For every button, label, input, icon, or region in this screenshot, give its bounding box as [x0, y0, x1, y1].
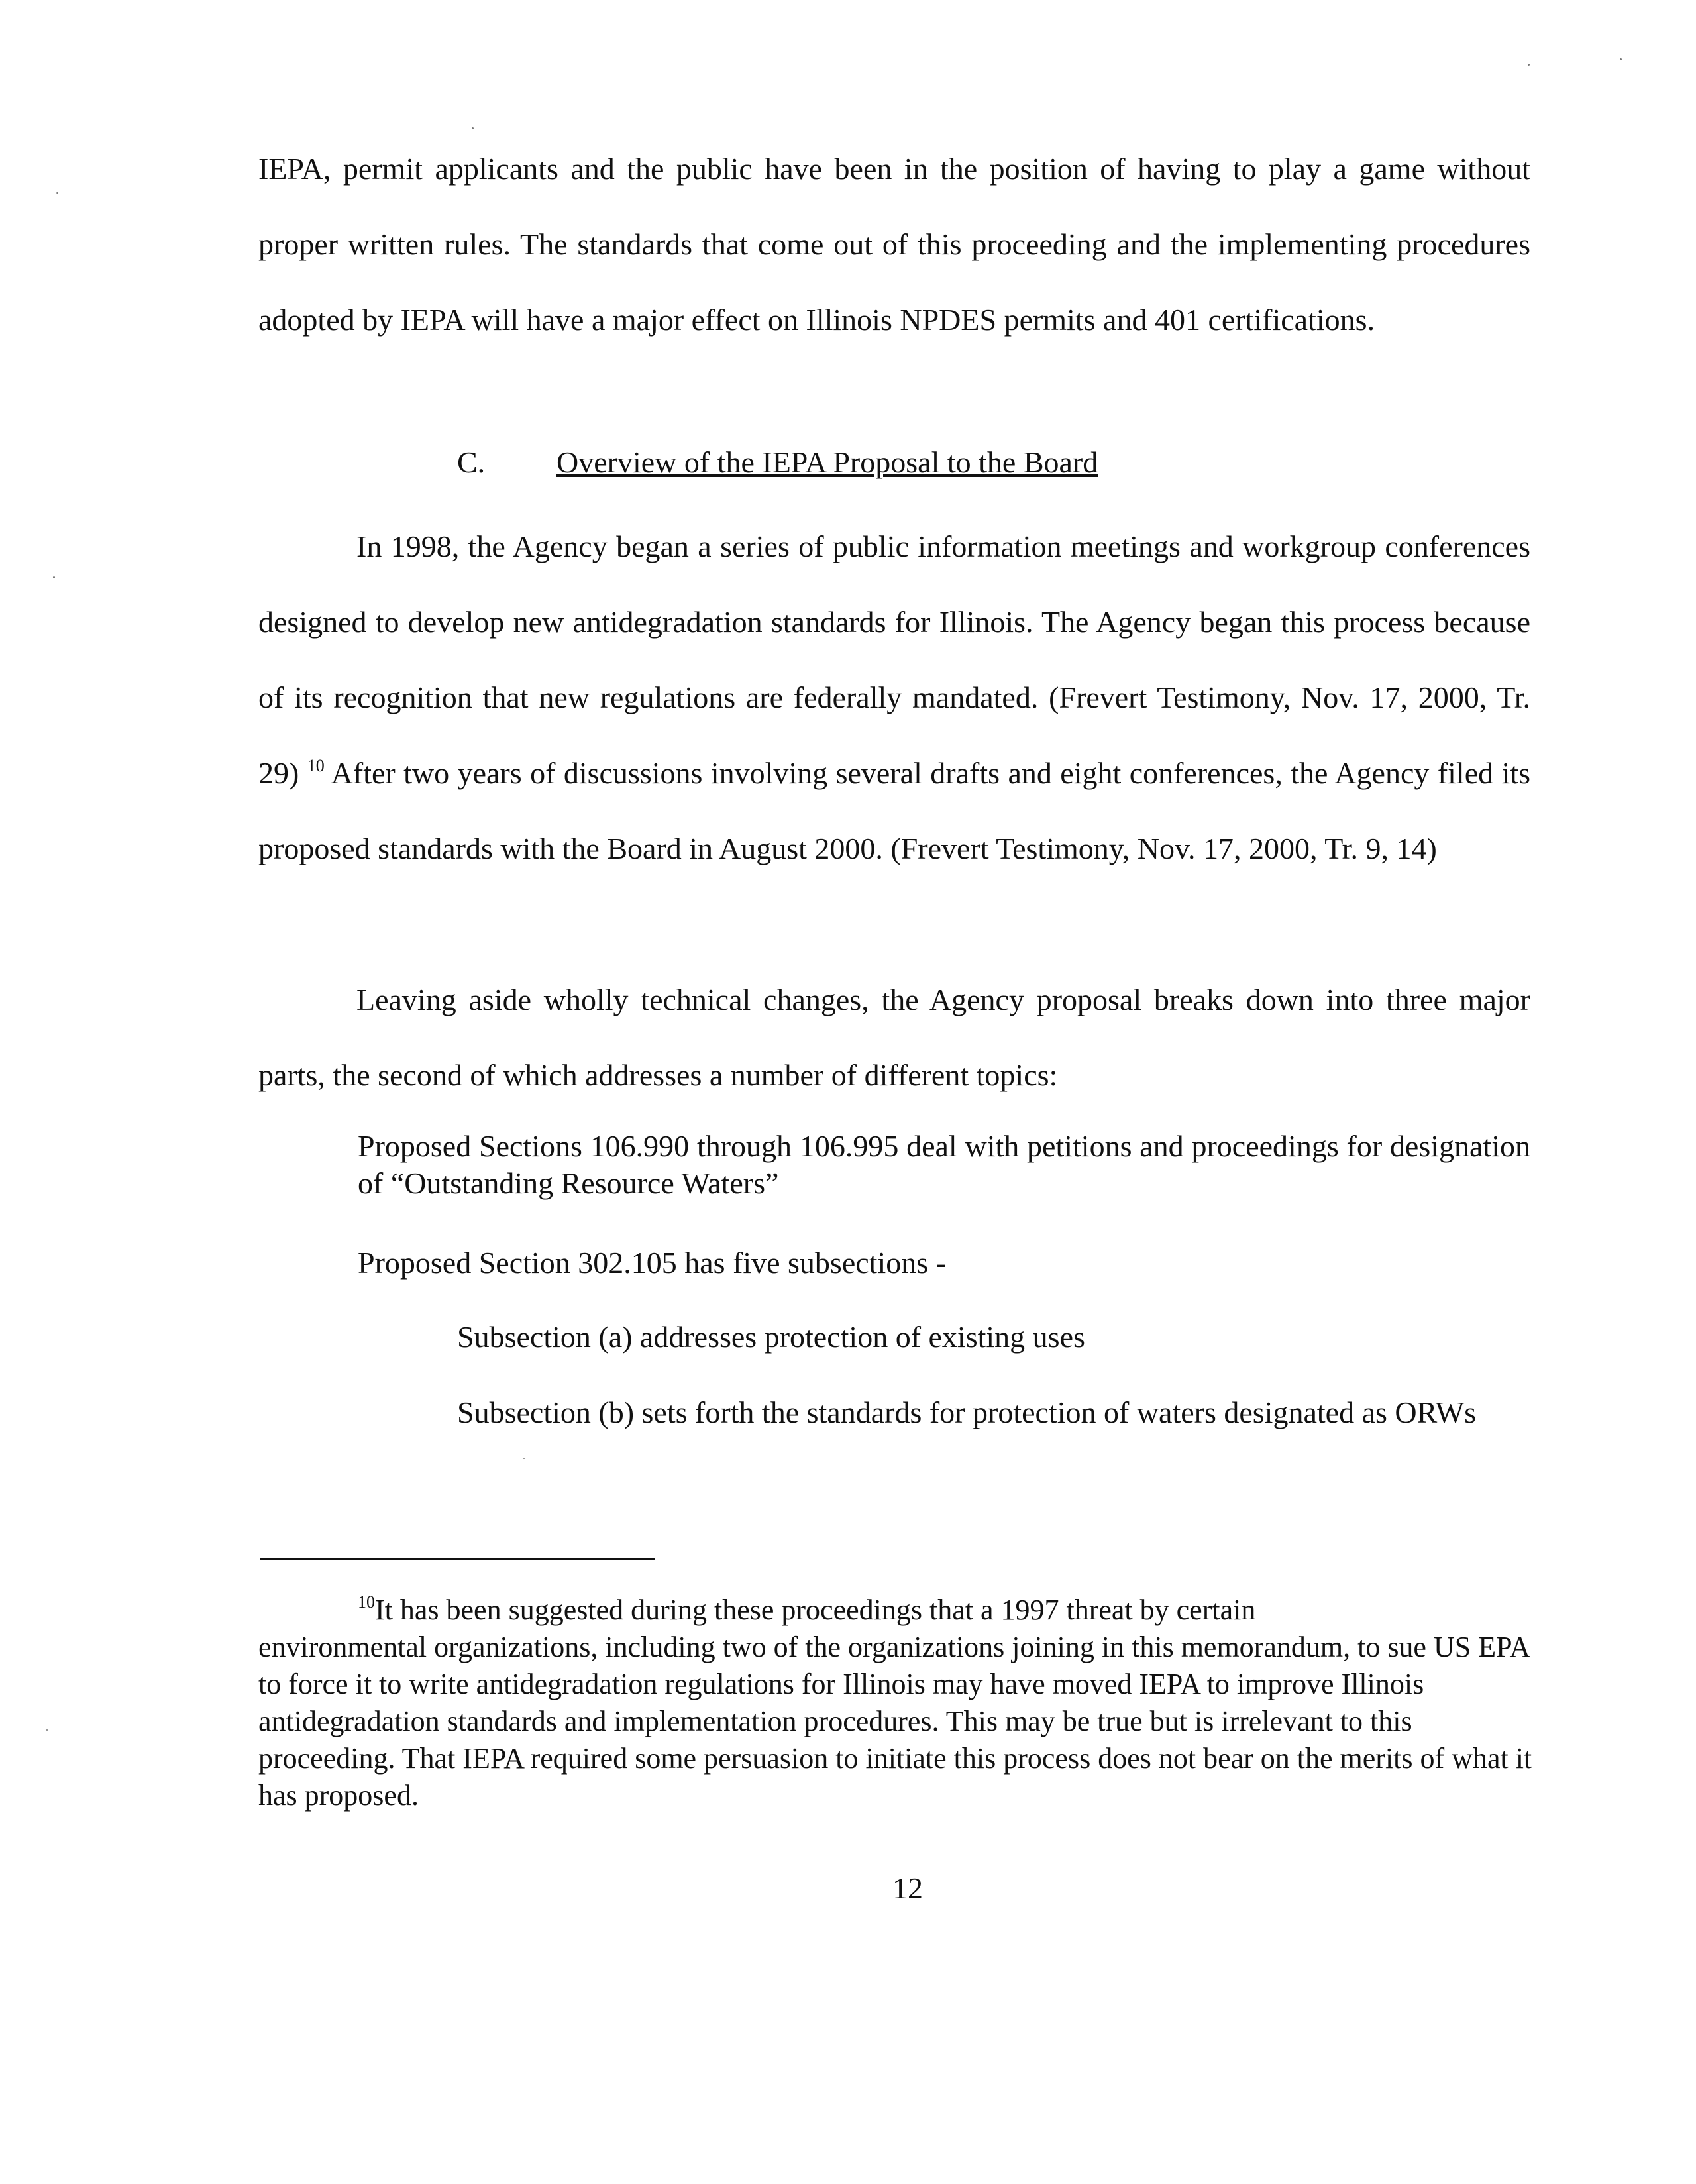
section-heading	[457, 443, 1098, 482]
subsection-b: Subsection (b) sets forth the standards for protection of waters designated as ORWs	[457, 1395, 1477, 1429]
footnote-lead-text: It has been suggested during these proceedings that a 1997 threat by certain	[375, 1594, 1256, 1626]
scan-speck	[53, 576, 55, 578]
paragraph-1998	[258, 509, 1530, 887]
list-item-sections-106: Proposed Sections 106.990 through 106.995 deal with petitions and proceedings for designation of “Outstanding Resource Waters”	[358, 1129, 1530, 1200]
section-title: Overview of the IEPA Proposal to the Board	[556, 445, 1098, 479]
scan-speck	[1620, 58, 1622, 60]
intro-paragraph: IEPA, permit applicants and the public have been in the position of having to play a game without proper written rules. The standards that come out of this proceeding and the implementing procedures adopted by IEPA will have a major effect on Illinois NPDES permits and 401 certifications.	[258, 152, 1530, 337]
footnote	[258, 1592, 1533, 1814]
section-letter: C.	[457, 445, 486, 479]
footnote-number: 10	[358, 1592, 375, 1611]
paragraph-1998-text-b: After two years of discussions involving several drafts and eight conferences, the Agency filed its proposed standards with the Board in August 2000. (Frevert Testimony, Nov. 17, 2000, Tr. 9, 14)	[258, 756, 1531, 865]
footnote-reference: 10	[307, 756, 325, 775]
scan-speck	[46, 1729, 48, 1731]
scan-speck	[56, 192, 58, 194]
list-item-section-302: Proposed Section 302.105 has five subsections -	[358, 1246, 946, 1280]
paragraph-1998-text-a: In 1998, the Agency began a series of public information meetings and workgroup conferences designed to develop new antidegradation standards for Illinois. The Agency began this process because of its recognition that new regulations are federally mandated. (Frevert Testimony, Nov. 17, 2000, Tr. 29)	[258, 529, 1530, 790]
paragraph-parts: Leaving aside wholly technical changes, the Agency proposal breaks down into three major parts, the second of which addresses a number of different topics:	[258, 983, 1530, 1092]
scan-speck	[523, 1458, 525, 1459]
page-number: 12	[892, 1871, 923, 1905]
scan-speck	[472, 127, 474, 129]
footnote-body: environmental organizations, including two of the organizations joining in this memorandum, to sue US EPA to force it to write antidegradation regulations for Illinois may have moved IEPA to improve Illinois antidegradation standards and implementation procedures. This may be true but is irrelevant to this proceeding. That IEPA required some persuasion to initiate this process does not bear on the merits of what it has proposed.	[258, 1631, 1532, 1812]
footnote-separator	[260, 1558, 655, 1560]
footnote-first-line	[258, 1594, 1255, 1626]
subsection-a: Subsection (a) addresses protection of existing uses	[457, 1320, 1085, 1354]
scan-speck	[1528, 64, 1530, 66]
